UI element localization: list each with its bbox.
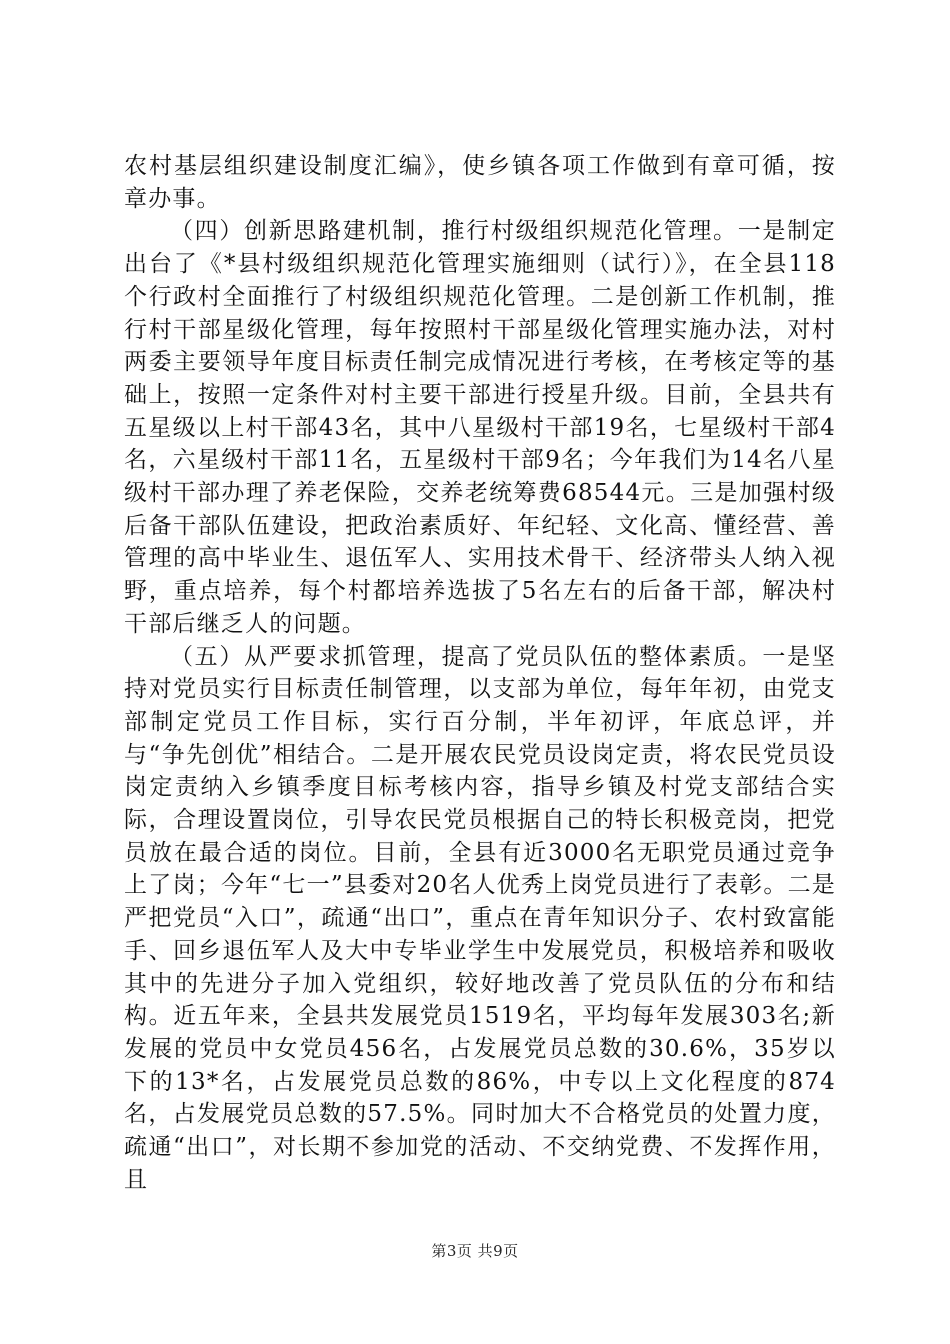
page-number-footer: 第3页 共9页 bbox=[431, 1242, 519, 1260]
paragraph-section-five: （五）从严要求抓管理，提高了党员队伍的整体素质。一是坚持对党员实行目标责任制管理，以支部为单位，每年年初，由党支部制定党员工作目标，实行百分制，半年初评，年底总评，并与“争先创优”相结合。二是开展农民党员设岗定责，将农民党员设岗定责纳入乡镇季度目标考核内容，指导乡镇及村党支部结合实际，合理设置岗位，引导农民党员根据自己的特长积极竞岗，把党员放在最合适的岗位。目前，全县有近3000名无职党员通过竞争上了岗；今年“七一”县委对20名人优秀上岗党员进行了表彰。二是严把党员“入口”，疏通“出口”，重点在青年知识分子、农村致富能手、回乡退伍军人及大中专毕业学生中发展党员，积极培养和吸收其中的先进分子加入党组织，较好地改善了党员队伍的分布和结构。近五年来，全县共发展党员1519名，平均每年发展303名;新发展的党员中女党员456名，占发展党员总数的30.6%，35岁以下的13*名，占发展党员总数的86%，中专以上文化程度的874名，占发展党员总数的57.5%。同时加大不合格党员的处置力度，疏通“出口”，对长期不参加党的活动、不交纳党费、不发挥作用，且 bbox=[124, 643, 836, 1193]
paragraph-section-four: （四）创新思路建机制，推行村级组织规范化管理。一是制定出台了《*县村级组织规范化管理实施细则（试行）》，在全县118个行政村全面推行了村级组织规范化管理。二是创新工作机制，推行村干部星级化管理，每年按照村干部星级化管理实施办法，对村两委主要领导年度目标责任制完成情况进行考核，在考核定等的基础上，按照一定条件对村主要干部进行授星升级。目前，全县共有五星级以上村干部43名，其中八星级村干部19名，七星级村干部4名，六星级村干部11名，五星级村干部9名；今年我们为14名八星级村干部办理了养老保险，交养老统筹费68544元。三是加强村级后备干部队伍建设，把政治素质好、年纪轻、文化高、懂经营、善管理的高中毕业生、退伍军人、实用技术骨干、经济带头人纳入视野，重点培养，每个村都培养选拔了5名左右的后备干部，解决村干部后继乏人的问题。 bbox=[124, 218, 836, 637]
document-body bbox=[124, 150, 836, 1197]
paragraph-continuation: 农村基层组织建设制度汇编》，使乡镇各项工作做到有章可循，按章办事。 bbox=[124, 153, 836, 212]
